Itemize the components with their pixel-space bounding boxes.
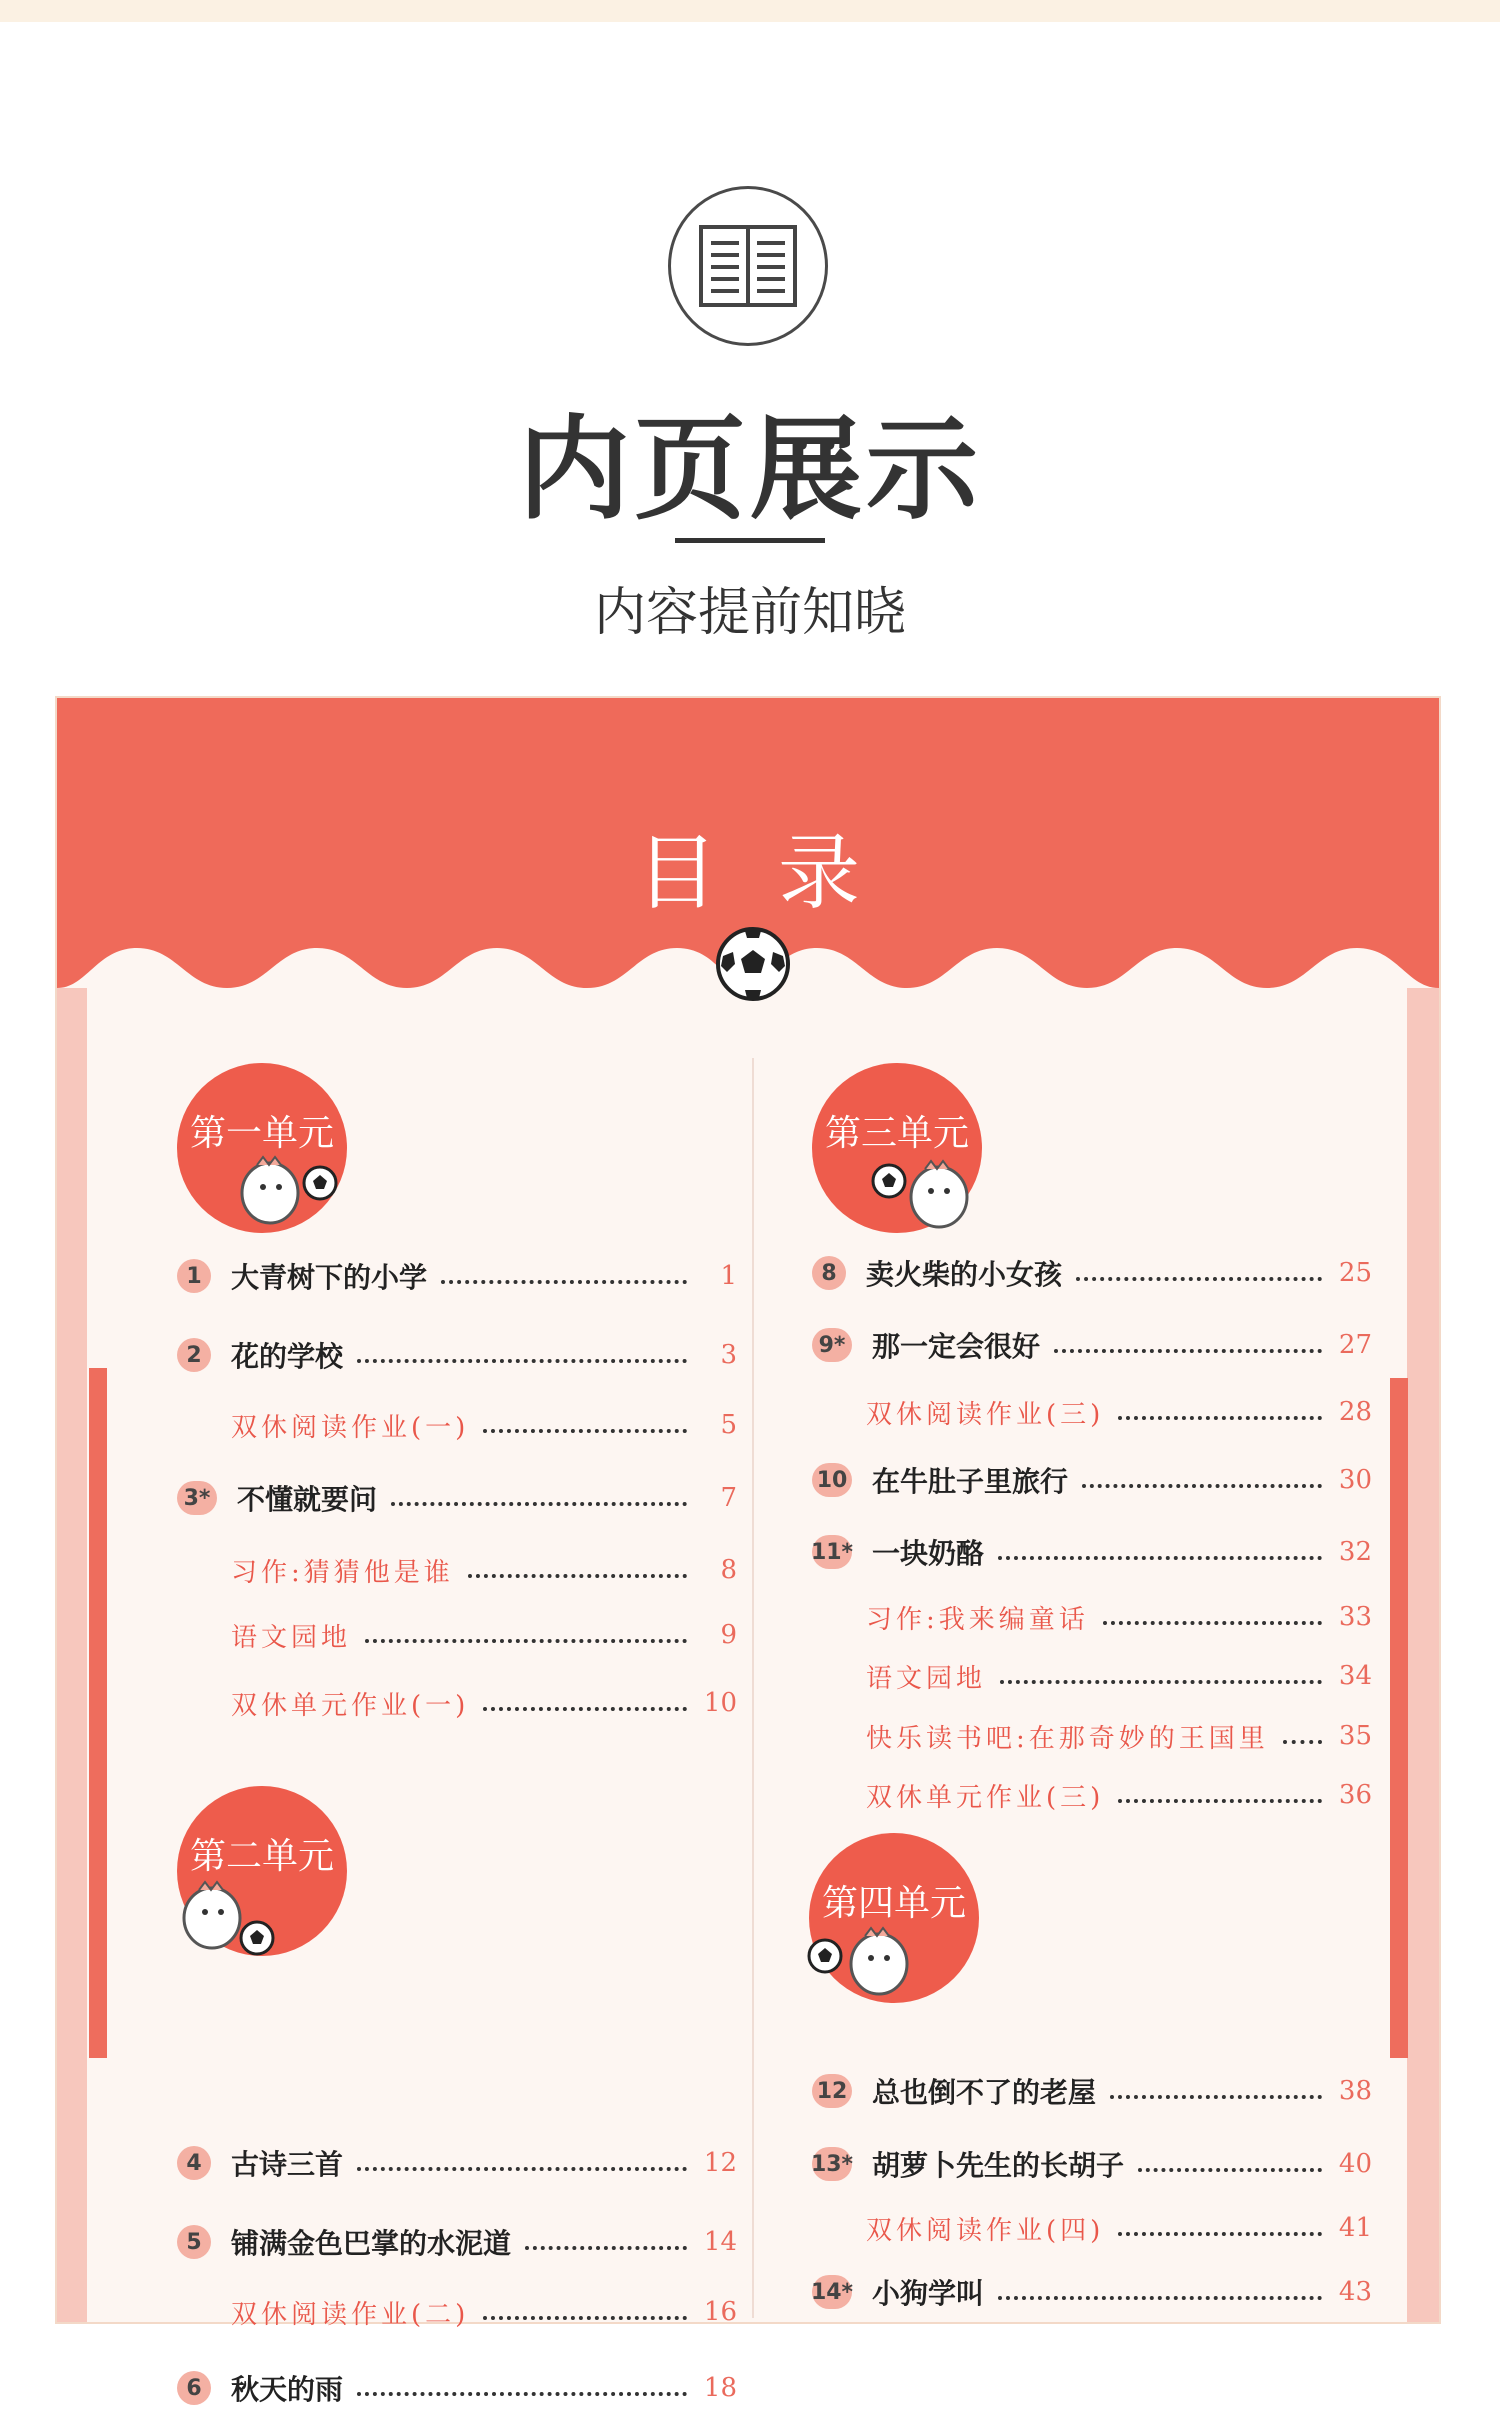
toc-leader-dots [1054,1349,1322,1353]
toc-entry [177,2217,737,2267]
toc-leader-dots [483,1429,687,1433]
toc-leader-dots [357,2167,687,2171]
toc-entry-title: 双休阅读作业(二) [231,2299,470,2330]
toc-entry [866,1711,1372,1761]
page-subtitle: 内容提前知晓 [593,583,906,643]
toc-entry [177,1251,737,1301]
dinosaur-mascot-icon [177,1876,287,1966]
toc-leader-dots [525,2246,687,2250]
toc-entry [177,1473,737,1523]
toc-entry-title: 不懂就要问 [237,1483,378,1516]
toc-entry [812,1455,1372,1505]
toc-entry-title: 大青树下的小学 [231,1261,428,1294]
toc-entry-page: 38 [1338,2076,1372,2106]
toc-entry-title: 语文园地 [231,1622,352,1653]
toc-entry [866,1387,1372,1437]
toc-entry-page: 5 [720,1410,737,1440]
toc-entry-title: 那一定会很好 [872,1330,1041,1363]
unit-badge-2: 第二单元 [177,1786,347,1956]
toc-leader-dots [1000,1680,1322,1684]
dinosaur-mascot-icon [869,1153,979,1243]
toc-leader-dots [1118,1799,1322,1803]
toc-entry-page: 33 [1338,1602,1372,1632]
unit-badge-1: 第一单元 [177,1063,347,1233]
toc-entry [812,1527,1372,1577]
toc-leader-dots [1138,2168,1322,2172]
toc-entry-number: 11* [812,1535,852,1569]
toc-entry-title: 习作:我来编童话 [866,1604,1089,1635]
toc-entry-title: 习作:猜猜他是谁 [231,1557,454,1588]
toc-entry [231,1610,737,1660]
toc-entry-title: 双休阅读作业(一) [231,1412,470,1443]
toc-entry [231,1400,737,1450]
unit-badge-3: 第三单元 [812,1063,982,1233]
toc-entry-title: 总也倒不了的老屋 [872,2076,1097,2109]
toc-entry-title: 小狗学叫 [872,2277,985,2310]
toc-entry-page: 41 [1338,2213,1372,2243]
left-edge-bar [57,988,87,2322]
toc-entry-page: 30 [1338,1465,1372,1495]
toc-entry-page: 35 [1338,1721,1372,1751]
toc-entry-title: 胡萝卜先生的长胡子 [872,2149,1125,2182]
toc-leader-dots [1110,2095,1322,2099]
toc-leader-dots [483,1707,687,1711]
right-edge-bar [1407,988,1439,2322]
left-accent-bar [89,1368,107,2058]
toc-entry-number: 1 [177,1259,211,1293]
title-divider [675,538,825,543]
toc-entry [866,1651,1372,1701]
toc-entry [231,1678,737,1728]
toc-title: 目录 [635,826,920,921]
toc-leader-dots [1118,2232,1322,2236]
unit-badge-4: 第四单元 [809,1833,979,2003]
toc-leader-dots [1076,1277,1322,1281]
toc-entry [866,2203,1372,2253]
toc-entry [866,1770,1372,1820]
toc-entry-page: 12 [703,2148,737,2178]
toc-entry-page: 9 [720,1620,737,1650]
toc-entry-page: 36 [1338,1780,1372,1810]
toc-entry-page: 34 [1338,1661,1372,1691]
toc-entry-page: 25 [1338,1258,1372,1288]
toc-entry-title: 铺满金色巴掌的水泥道 [231,2227,512,2260]
toc-entry-page: 8 [720,1555,737,1585]
toc-leader-dots [441,1280,687,1284]
toc-entry-title: 秋天的雨 [231,2373,344,2406]
toc-entry-page: 16 [703,2297,737,2327]
toc-entry-number: 13* [812,2147,852,2181]
toc-entry-number: 6 [177,2371,211,2405]
toc-entry [812,1248,1372,1298]
toc-entry-number: 10 [812,1463,852,1497]
toc-entry-title: 双休单元作业(一) [231,1690,470,1721]
toc-leader-dots [357,1359,687,1363]
toc-entry-title: 花的学校 [231,1340,344,1373]
toc-entry-page: 1 [720,1261,737,1291]
toc-leader-dots [998,1556,1322,1560]
toc-entry-title: 在牛肚子里旅行 [872,1465,1069,1498]
toc-entry-page: 7 [720,1483,737,1513]
toc-entry [866,1592,1372,1642]
toc-entry-title: 双休单元作业(三) [866,1782,1105,1813]
toc-entry-title: 双休阅读作业(四) [866,2215,1105,2246]
toc-entry-number: 5 [177,2225,211,2259]
toc-leader-dots [998,2296,1322,2300]
toc-entry-page: 18 [703,2373,737,2403]
toc-entry-page: 27 [1338,1330,1372,1360]
toc-entry-number: 2 [177,1338,211,1372]
toc-leader-dots [468,1574,687,1578]
toc-leader-dots [1283,1740,1322,1744]
toc-entry-number: 4 [177,2146,211,2180]
toc-page-image [57,698,1439,2406]
toc-entry-page: 14 [703,2227,737,2257]
toc-leader-dots [1118,1416,1322,1420]
toc-entry-page: 3 [720,1340,737,1370]
dinosaur-mascot-icon [235,1153,345,1243]
section-header [0,22,1500,690]
toc-entry-number: 8 [812,1256,846,1290]
toc-entry [812,2066,1372,2116]
column-divider [752,1058,754,2318]
toc-entry [231,2287,737,2337]
toc-entry-page: 40 [1338,2149,1372,2179]
toc-entry [177,1330,737,1380]
toc-entry [177,2363,737,2413]
toc-entry-title: 一块奶酪 [872,1537,985,1570]
toc-entry-title: 卖火柴的小女孩 [866,1258,1063,1291]
toc-entry-number: 3* [177,1481,217,1515]
toc-entry-title: 快乐读书吧:在那奇妙的王国里 [866,1723,1269,1754]
toc-entry-page: 28 [1338,1397,1372,1427]
soccer-ball-icon [715,926,791,1002]
toc-entry-page: 10 [703,1688,737,1718]
toc-leader-dots [483,2316,687,2320]
toc-entry-title: 古诗三首 [231,2148,344,2181]
toc-entry [231,1545,737,1595]
toc-entry-title: 语文园地 [866,1663,987,1694]
toc-entry [812,2267,1372,2317]
toc-entry [812,1320,1372,1370]
toc-entry-page: 43 [1338,2277,1372,2307]
toc-entry [177,2138,737,2188]
toc-entry-number: 9* [812,1328,852,1362]
toc-leader-dots [391,1502,687,1506]
toc-leader-dots [357,2392,687,2396]
right-accent-bar [1390,1378,1408,2058]
toc-entry-number: 12 [812,2074,852,2108]
toc-entry-number: 14* [812,2275,852,2309]
toc-leader-dots [365,1639,687,1643]
toc-entry [812,2139,1372,2189]
top-strip [0,0,1500,22]
toc-leader-dots [1103,1621,1322,1625]
toc-entry-title: 双休阅读作业(三) [866,1399,1105,1430]
toc-leader-dots [1082,1484,1322,1488]
toc-entry-page: 32 [1338,1537,1372,1567]
dinosaur-mascot-icon [807,1918,917,2008]
open-book-icon [668,186,828,346]
page-title: 内页展示 [518,405,982,535]
